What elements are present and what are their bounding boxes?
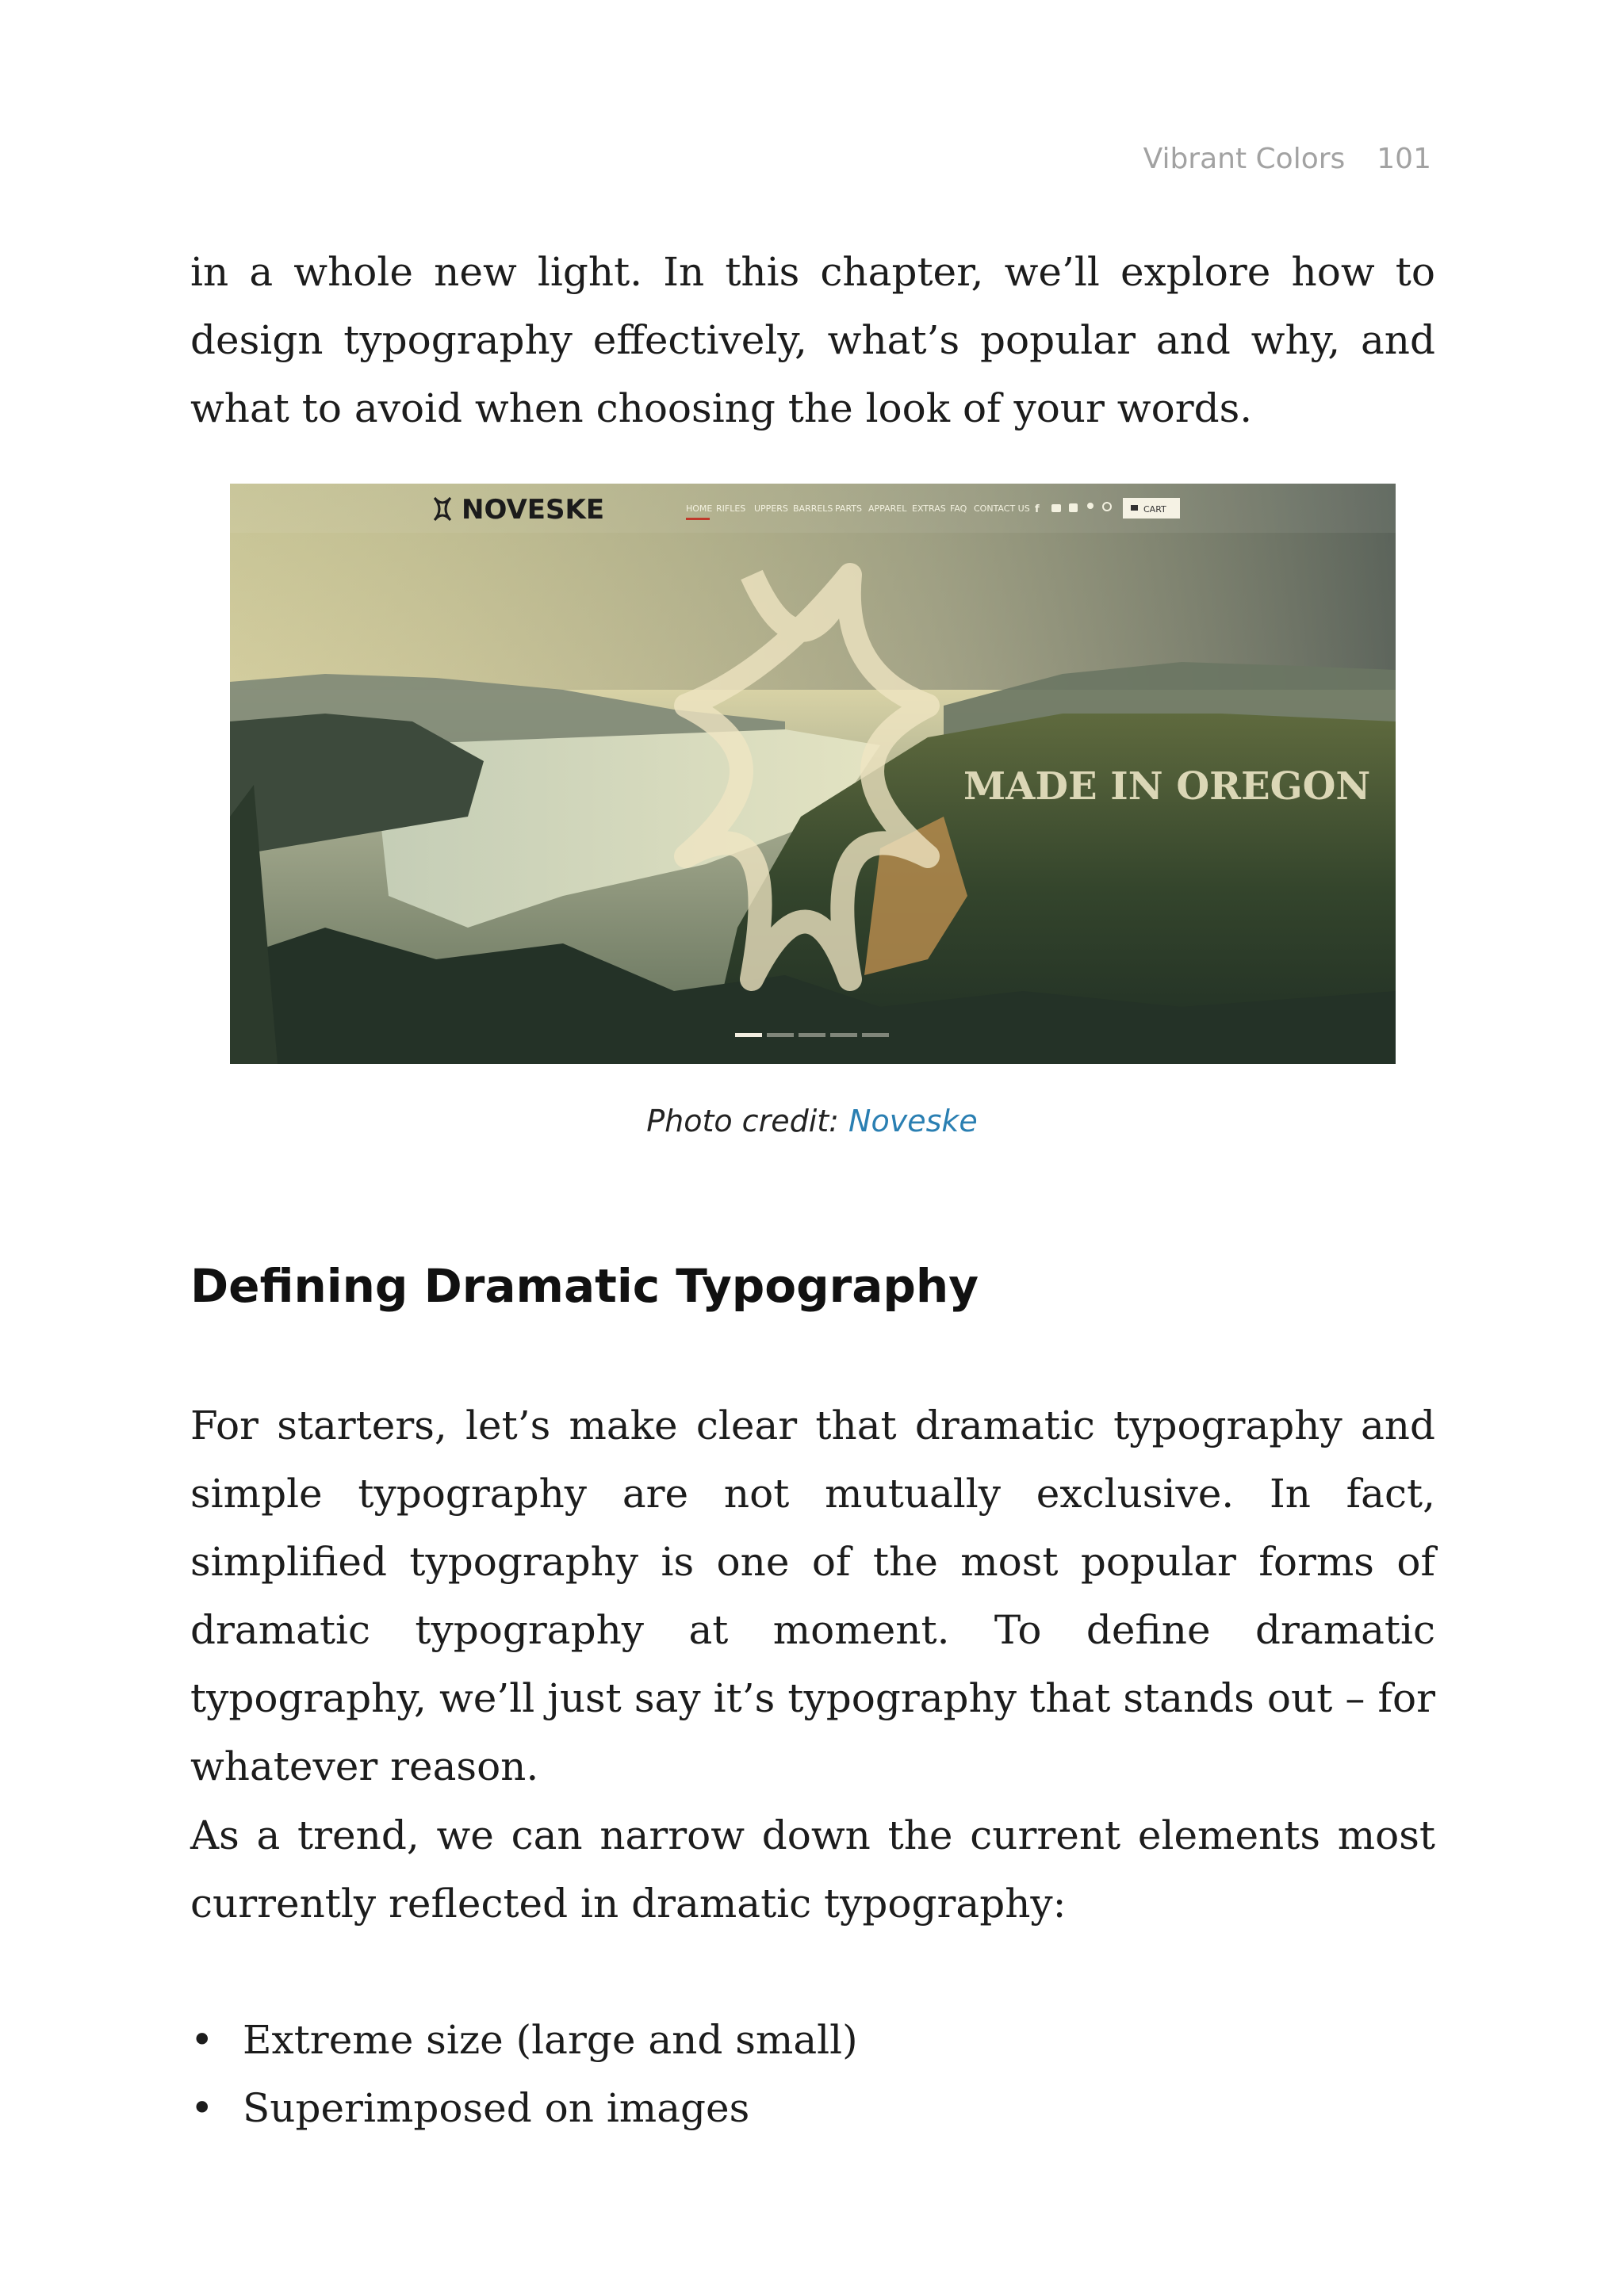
caption-prefix: Photo credit: — [646, 1104, 849, 1138]
nav-item-apparel[interactable]: APPAREL — [868, 503, 907, 514]
facebook-icon[interactable]: f — [1035, 503, 1040, 515]
hero-text: MADE IN OREGON — [963, 764, 1371, 809]
cart-label: CART — [1143, 504, 1166, 515]
paragraph-starters: For starters, let’s make clear that dramatic typography and simple typography are not mutually exclusive. In fact, simplified typography is one of the most popular forms of dramatic typography at moment. To define dramatic typography, we’ll just say it’s typography that stands out – for whatever reason. — [190, 1402, 1435, 1789]
nav-item-home[interactable]: HOME — [686, 503, 713, 514]
cart-icon — [1131, 505, 1138, 511]
site-nav — [686, 503, 1030, 514]
noveske-hero-image — [230, 484, 1396, 1064]
nav-item-parts[interactable]: PARTS — [835, 503, 862, 514]
nav-active-indicator — [686, 518, 710, 520]
section-title: Vibrant Colors — [1143, 143, 1346, 175]
section-heading: Defining Dramatic Typography — [190, 1259, 979, 1313]
nav-item-contact-us[interactable]: CONTACT US — [974, 503, 1030, 514]
website-screenshot-figure — [230, 484, 1396, 1064]
slider-dots[interactable] — [735, 1033, 889, 1037]
intro-paragraph: in a whole new light. In this chapter, we’ll explore how to design typography effectively, what’s popular and why, and what to avoid when choosing the look of your words. — [190, 249, 1435, 431]
cart-button[interactable] — [1123, 498, 1180, 519]
logo-text: NOVESKE — [462, 494, 605, 526]
instagram-icon[interactable] — [1069, 503, 1078, 512]
trend-bullet-list — [190, 2006, 858, 2142]
list-item: • Superimposed on images — [190, 2074, 858, 2142]
bullet-icon: • — [190, 2017, 214, 2063]
nav-item-extras[interactable]: EXTRAS — [912, 503, 946, 514]
nav-item-faq[interactable]: FAQ — [950, 503, 967, 514]
page-number: 101 — [1377, 143, 1431, 175]
photo-credit-link[interactable]: Noveske — [848, 1104, 978, 1138]
account-icon[interactable] — [1087, 503, 1094, 509]
youtube-icon[interactable] — [1051, 504, 1061, 512]
bullet-icon: • — [190, 2085, 214, 2131]
nav-item-uppers[interactable]: UPPERS — [754, 503, 788, 514]
nav-item-rifles[interactable]: RIFLES — [716, 503, 746, 514]
running-head — [1143, 143, 1431, 175]
figure-caption — [0, 1104, 1624, 1138]
nav-item-barrels[interactable]: BARRELS — [793, 503, 833, 514]
list-item: • Extreme size (large and small) — [190, 2006, 858, 2074]
paragraph-trend: As a trend, we can narrow down the current elements most currently reflected in dramatic typography: — [190, 1812, 1435, 1927]
